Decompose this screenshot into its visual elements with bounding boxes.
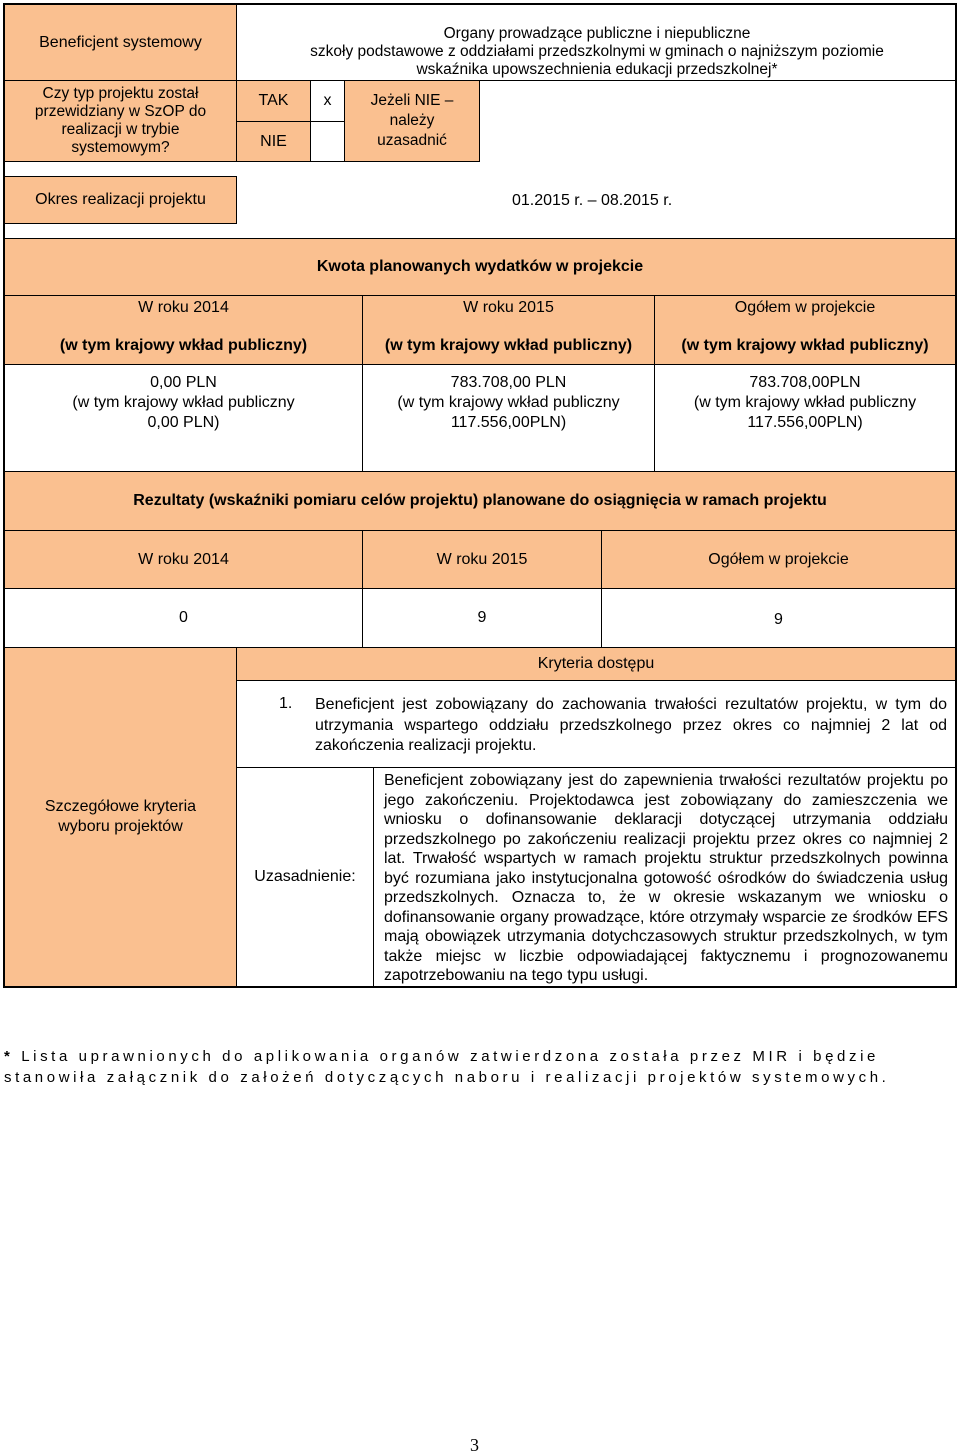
expenses-detail-amount-2014: 0,00 PLN) <box>147 414 220 431</box>
expenses-col-2015-heading <box>362 295 655 365</box>
justification-cell <box>373 767 956 987</box>
results-value-2014-text: 0 <box>179 609 188 626</box>
expenses-col-total-heading <box>654 295 956 365</box>
expenses-value-total <box>654 364 956 472</box>
justify-line-1: Jeżeli NIE – <box>370 92 454 109</box>
expenses-sub-2015: (w tym krajowy wkład publiczny) <box>384 337 633 354</box>
beneficiary-organ-text <box>238 25 956 79</box>
yes-mark: x <box>323 92 332 109</box>
expenses-value-2015 <box>362 364 655 472</box>
justification-label-cell <box>236 767 374 987</box>
organ-divider <box>480 80 956 81</box>
systemic-question: Czy typ projektu został przewidziany w SzOP do realizacji w trybie systemowym? <box>34 85 207 156</box>
access-criterion-item <box>236 680 956 768</box>
expenses-heading-2015: W roku 2015 <box>463 299 554 316</box>
justification-text: Beneficjent zobowiązany jest do zapewnienia trwałości rezultatów projektu po jego zakończeniu. Projektodawca jest zobowiązany do zamieszczenia we wniosku o dofinansowanie deklaracji dotyczącej utrzymania oddziału przedszkolnego po zakończeniu realizacji projektu przez okres co najmniej 2 lat. Trwałość wspartych w ramach projektu struktur przedszkolnych powinna być rozumiana jako instytucjonalna gotowość ośrodków do świadczenia usług przedszkolnych. Oznacza to, że w okresie wskazanym we wniosku o dofinansowanie organy prowadzące, które otrzymały wsparcie ze środków EFS mają obowiązek utrzymania dotychczasowych struktur przedszkolnych, w tym także miejsc w liczbie odpowiadającej faktycznemu i prognozowanemu zapotrzebowaniu na tego typu usługi. <box>384 772 948 984</box>
period-label-cell <box>4 176 237 224</box>
access-criterion-number: 1. <box>279 695 293 712</box>
yes-label-cell <box>236 80 311 122</box>
results-title-cell <box>4 471 956 531</box>
period-value: 01.2015 r. – 08.2015 r. <box>512 192 673 209</box>
results-heading-2014-text: W roku 2014 <box>138 550 229 568</box>
expenses-sub-2014: (w tym krajowy wkład publiczny) <box>59 337 308 354</box>
organ-line-2: szkoły podstawowe z oddziałami przedszkolnymi w gminach o najniższym poziomie <box>310 43 884 60</box>
results-value-2015 <box>362 588 602 648</box>
expenses-heading-total: Ogółem w projekcie <box>734 299 876 316</box>
expenses-value-2014 <box>4 364 363 472</box>
expenses-detail-2015: (w tym krajowy wkład publiczny <box>397 394 620 411</box>
no-label: NIE <box>260 132 287 150</box>
results-value-total <box>601 588 956 648</box>
expenses-amount-total: 783.708,00PLN <box>749 374 861 391</box>
period-label: Okres realizacji projektu <box>35 191 206 208</box>
justification-label: Uzasadnienie: <box>254 868 356 885</box>
yes-checkbox[interactable] <box>310 80 345 122</box>
results-value-2015-text: 9 <box>477 609 487 626</box>
justify-right-border <box>479 80 480 162</box>
justify-if-no-cell <box>344 80 480 162</box>
organ-line-1: Organy prowadzące publiczne i niepubliczne <box>443 25 751 42</box>
results-heading-2014 <box>4 530 363 589</box>
no-label-cell <box>236 121 311 162</box>
results-value-total-text: 9 <box>774 611 783 628</box>
expenses-detail-total: (w tym krajowy wkład publiczny <box>693 394 917 411</box>
criteria-section-label: Szczegółowe kryteria wyboru projektów <box>44 798 197 835</box>
results-title: Rezultaty (wskaźniki pomiaru celów projektu) planowane do osiągnięcia w ramach projektu <box>133 492 827 509</box>
results-heading-total <box>601 530 956 589</box>
beneficiary-label: Beneficjent systemowy <box>39 33 202 51</box>
organ-right-border <box>955 4 956 81</box>
beneficiary-label-cell <box>4 4 237 81</box>
criteria-section-cell <box>4 647 237 987</box>
access-criteria-heading <box>236 647 956 681</box>
organ-line-3: wskaźnika upowszechnienia edukacji przedszkolnej* <box>416 61 778 78</box>
results-heading-2015-text: W roku 2015 <box>436 550 528 568</box>
justify-line-2: należy <box>389 112 435 129</box>
no-checkbox[interactable] <box>310 121 345 162</box>
footnote <box>4 1046 952 1088</box>
justify-line-3: uzasadnić <box>377 132 447 149</box>
expenses-title: Kwota planowanych wydatków w projekcie <box>316 258 644 275</box>
access-criterion-text: Beneficjent jest zobowiązany do zachowania trwałości rezultatów projektu, w tym do utrzymania wspartego oddziału przedszkolnego przez okres co najmniej 2 lat od zakończenia realizacji projektu. <box>315 696 947 754</box>
expenses-amount-2015: 783.708,00 PLN <box>450 374 567 391</box>
expenses-sub-total: (w tym krajowy wkład publiczny) <box>681 337 929 354</box>
expenses-amount-2014: 0,00 PLN <box>150 374 217 391</box>
results-heading-2015 <box>362 530 602 589</box>
results-value-2014 <box>4 588 363 648</box>
page-number: 3 <box>470 1435 479 1455</box>
footnote-text: Lista uprawnionych do aplikowania organów zatwierdzona została przez MIR i będzie stanowiła załącznik do założeń dotyczących naboru i realizacji projektów systemowych. <box>4 1048 890 1086</box>
expenses-title-cell <box>4 238 956 296</box>
results-heading-total-text: Ogółem w projekcie <box>708 550 849 568</box>
access-criteria-label: Kryteria dostępu <box>537 655 655 672</box>
expenses-detail-2014: (w tym krajowy wkład publiczny <box>72 394 295 411</box>
yes-label: TAK <box>258 92 289 109</box>
expenses-detail-amount-total: 117.556,00PLN) <box>747 414 863 431</box>
expenses-detail-amount-2015: 117.556,00PLN) <box>450 414 567 431</box>
systemic-question-cell <box>4 80 237 162</box>
footnote-marker: * <box>4 1048 14 1065</box>
expenses-heading-2014: W roku 2014 <box>138 299 229 316</box>
expenses-col-2014-heading <box>4 295 363 365</box>
